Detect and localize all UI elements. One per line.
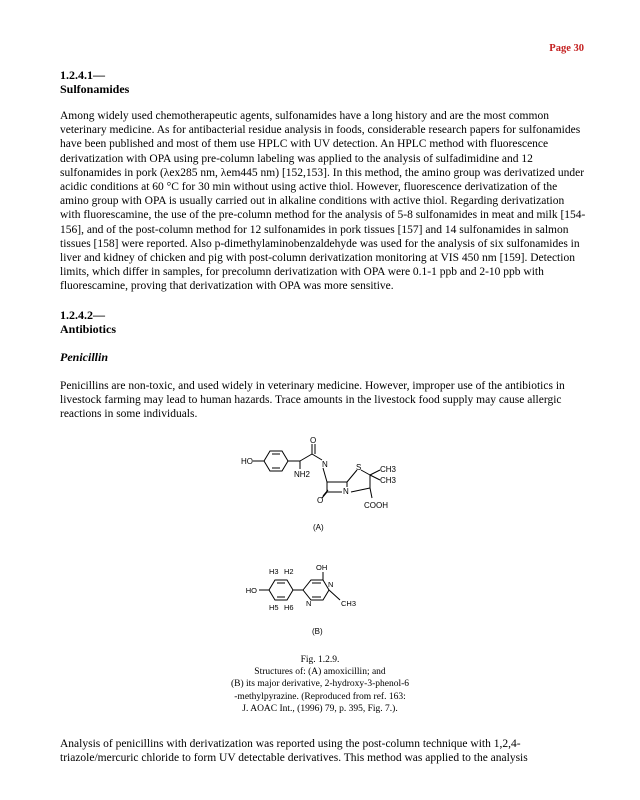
- atom-label: H3: [269, 567, 279, 576]
- atom-label: CH3: [380, 465, 397, 474]
- section-title: Sulfonamides: [60, 82, 130, 96]
- atom-label: H2: [284, 567, 294, 576]
- closing-paragraph: Analysis of penicillins with derivatization was reported using the post-column technique with 1,2,4-triazole/mercuric chloride to form UV detectable derivatives. This method was applied to the analysis: [60, 738, 528, 765]
- page-number: Page 30: [549, 43, 584, 54]
- caption-line: Structures of: (A) amoxicillin; and: [254, 667, 386, 678]
- atom-label: CH3: [341, 599, 357, 608]
- section-number: 1.2.4.2—: [60, 307, 105, 322]
- atom-label: N: [343, 487, 349, 496]
- caption-line: (B) its major derivative, 2-hydroxy-3-phenol-6: [230, 679, 410, 690]
- penicillin-paragraph: Penicillins are non-toxic, and used widely in veterinary medicine. However, improper use of the antibiotics in livestock farming may lead to human hazards. Trace amounts in the livestock food supply may cause allergic reactions in some individuals.: [60, 379, 565, 421]
- atom-label: N: [328, 580, 334, 589]
- caption-line: Fig. 1.2.9.: [300, 655, 340, 665]
- atom-label: N: [322, 460, 328, 469]
- atom-label: O: [310, 436, 317, 445]
- caption-line: J. AOAC Int., (1996) 79, p. 395, Fig. 7.).: [242, 703, 398, 714]
- caption-line: -methylpyrazine. (Reproduced from ref. 163:: [234, 691, 406, 702]
- atom-label: NH2: [294, 470, 311, 479]
- atom-label: HO: [241, 457, 253, 466]
- section-title: Antibiotics: [60, 321, 117, 336]
- structure-b-pyrazine: [0, 562, 640, 647]
- structure-a-amoxicillin: [0, 432, 640, 542]
- subsection-title: Penicillin: [60, 349, 108, 364]
- structure-label: (A): [313, 523, 324, 532]
- document-body: [60, 68, 586, 421]
- atom-label: OH: [316, 563, 328, 572]
- atom-label: CH3: [380, 476, 397, 485]
- structure-label: (B): [312, 627, 323, 636]
- atom-label: H5: [269, 603, 279, 612]
- section-number: 1.2.4.1—: [60, 68, 105, 82]
- figure-caption: [180, 654, 460, 715]
- atom-label: N: [306, 599, 312, 608]
- atom-label: H6: [284, 603, 294, 612]
- atom-label: S: [356, 463, 362, 472]
- atom-label: HO: [245, 586, 257, 595]
- atom-label: COOH: [364, 501, 388, 510]
- atom-label: O: [317, 496, 324, 505]
- sulfonamides-paragraph: Among widely used chemotherapeutic agents, sulfonamides have a long history and are the most common veterinary medicine. As for antibacterial residue analysis in foods, considerable research papers for sulfonamides have been published and most of them use HPLC with UV detection. An HPLC method with fluorescence derivatization with OPA using pre-column labeling was applied to the analysis of sulfadimidine and 12 sulfonamides in pork (λex285 nm, λem445 nm) [152,153]. In this method, the amino group was derivatized under acidic conditions at 60 °C for 30 min without using active thiol. However, fluorescence derivatization of the amino group with OPA is usually carried out in alkaline conditions with active thiol. Regarding derivatization with fluorescamine, the use of the pre-column method for the analysis of 5-8 sulfonamides in meat and milk [154-156], and of the post-column method for 12 sulfonamides in pork tissues [157] and 14 sulfonamides in salmon tissues [158] were reported. Also p-dimethylaminobenzaldehyde was used for the analysis of six sulfonamides in liver and kidney of chicken and pig with post-column derivatization monitoring at VIS 450 nm [159]. Detection limits, which differ in samples, for precolumn derivatization with OPA were 0.1-1 ppb and 2-10 ppb with fluorescamine, proving that derivatization with OPA was more sensitive.: [60, 110, 586, 293]
